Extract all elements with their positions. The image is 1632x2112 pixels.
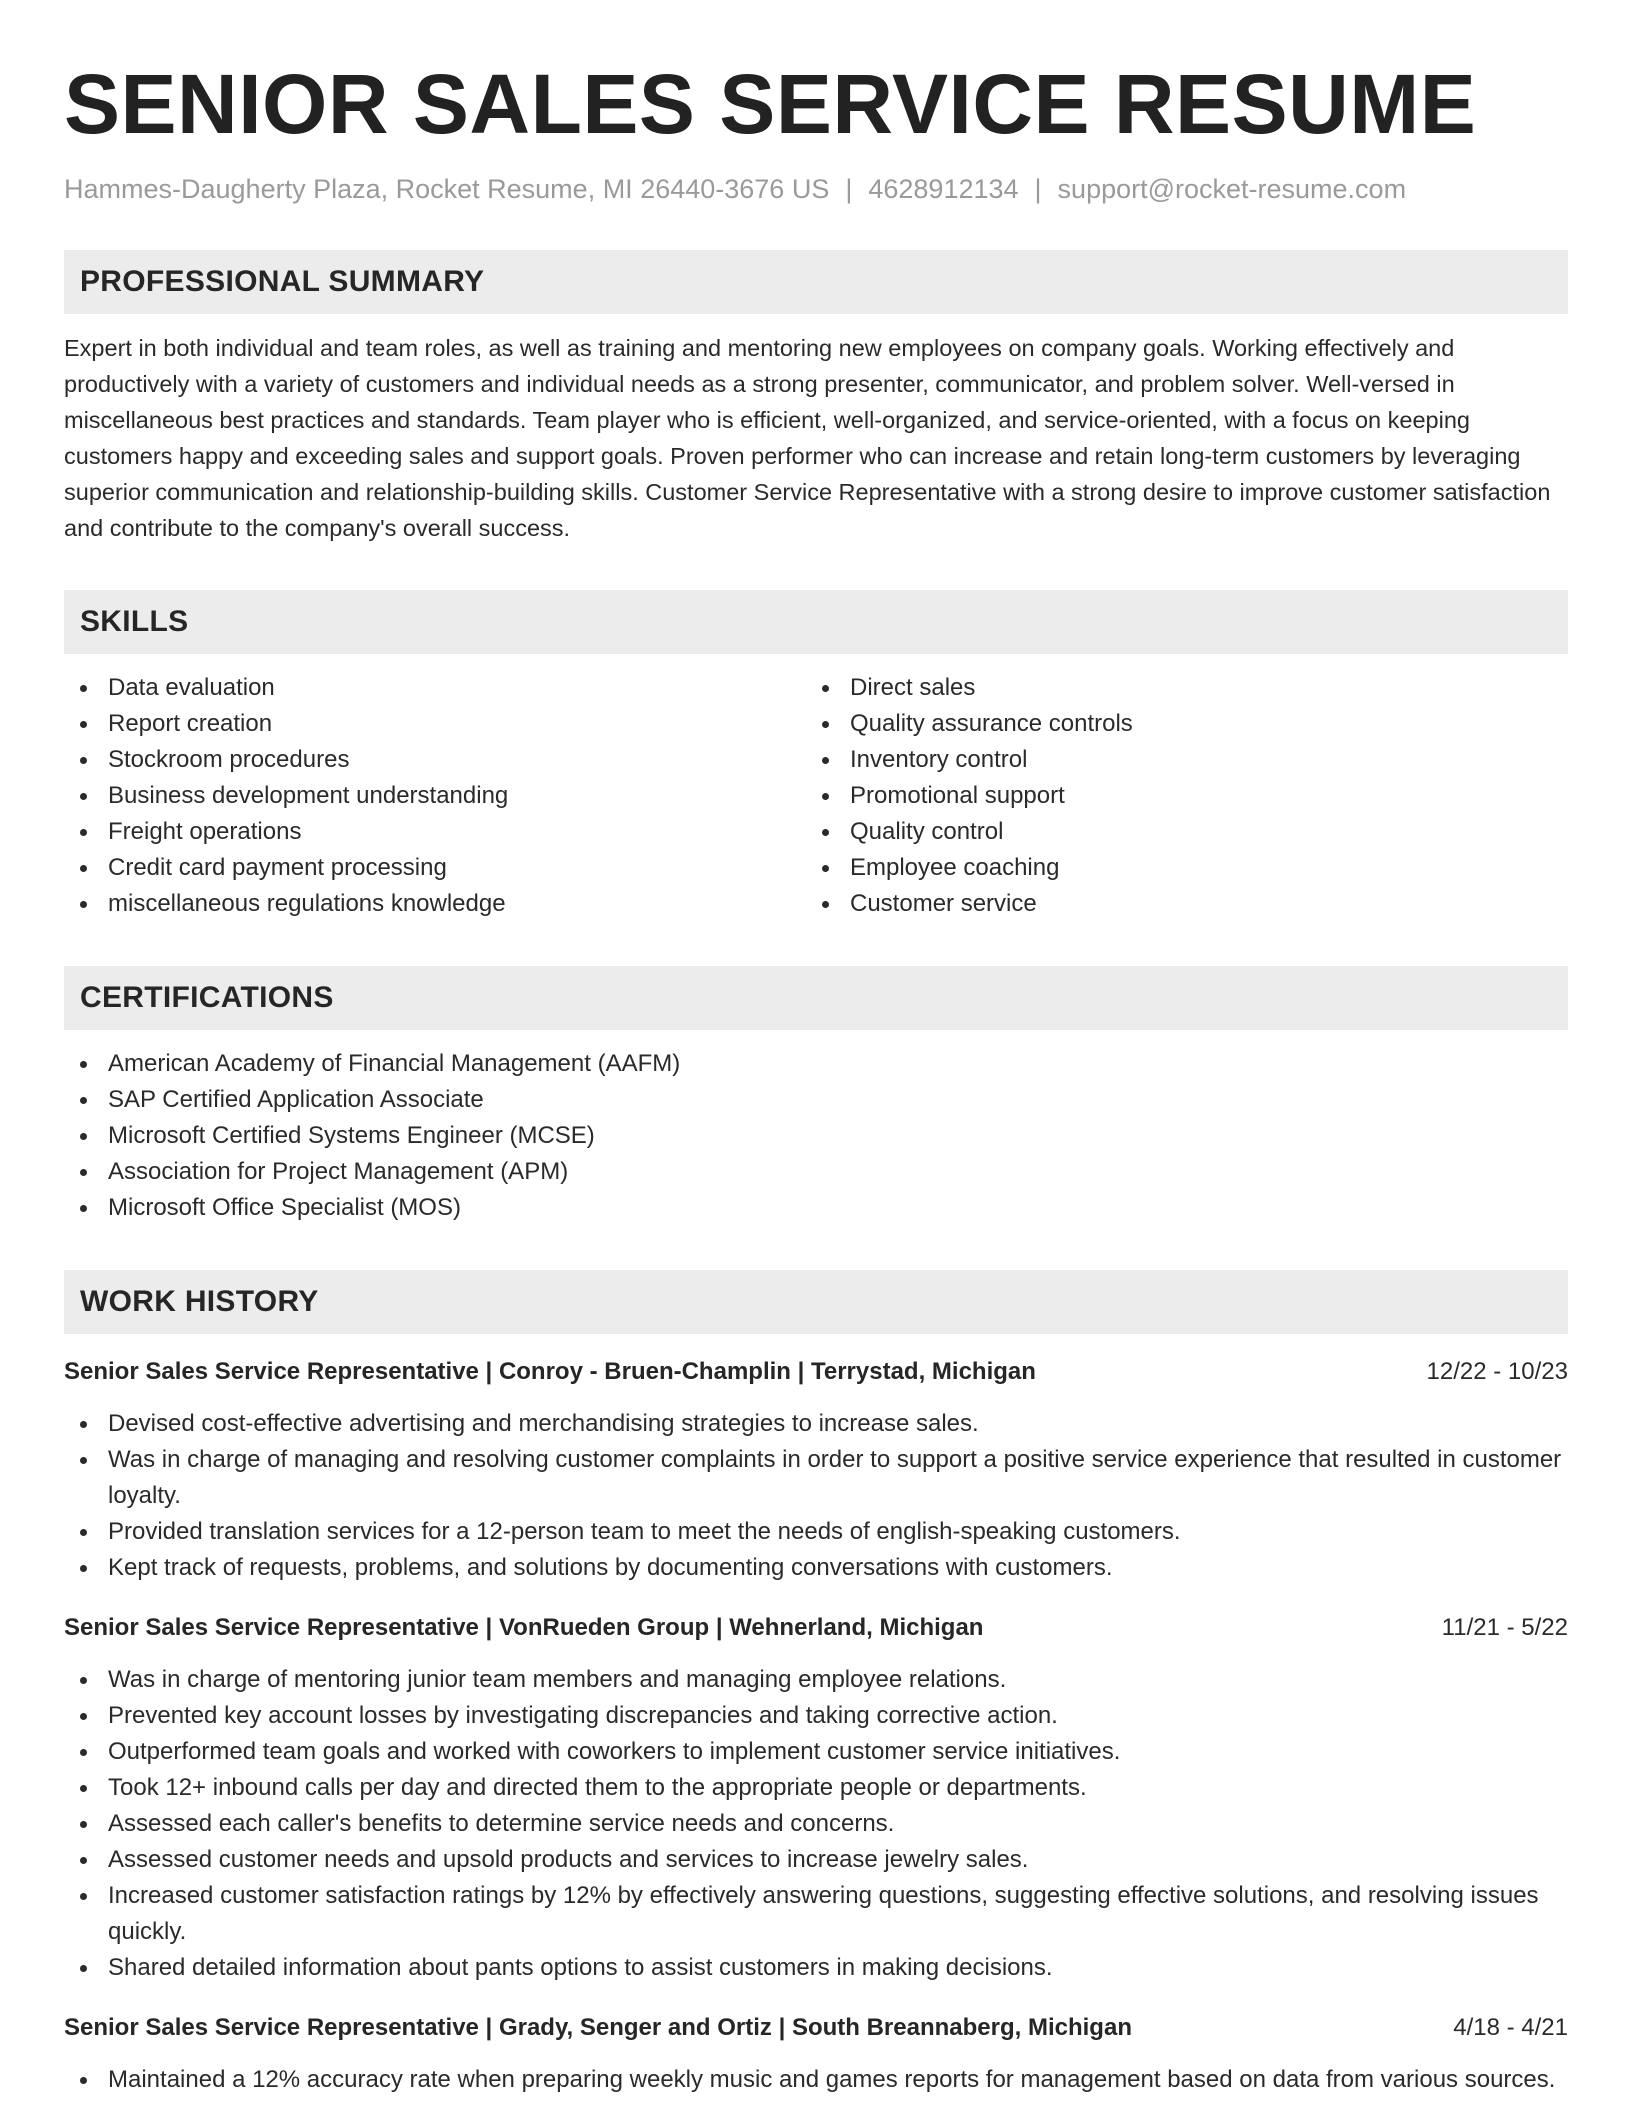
- job-bullet: Kept track of requests, problems, and solutions by documenting conversations with customers.: [64, 1550, 1568, 1586]
- skill-item: Business development understanding: [64, 778, 806, 814]
- skill-item: Freight operations: [64, 814, 806, 850]
- contact-phone: 4628912134: [868, 174, 1019, 204]
- skill-item: Customer service: [806, 886, 1548, 922]
- job-bullets: [64, 1406, 1568, 1586]
- section-heading-skills: SKILLS: [64, 590, 1568, 654]
- contact-separator: |: [845, 174, 853, 204]
- skill-item: Credit card payment processing: [64, 850, 806, 886]
- job-title: Senior Sales Service Representative | VonRueden Group | Wehnerland, Michigan: [64, 1614, 984, 1641]
- job-bullet: Took 12+ inbound calls per day and directed them to the appropriate people or departments.: [64, 1770, 1568, 1806]
- job-dates: 4/18 - 4/21: [1453, 2014, 1568, 2041]
- job-bullets: [64, 1662, 1568, 1986]
- job-bullet: Maintained a 12% accuracy rate when preparing weekly music and games reports for management based on data from various sources.: [64, 2062, 1568, 2098]
- job-bullets: [64, 2062, 1568, 2098]
- skill-item: Data evaluation: [64, 670, 806, 706]
- contact-address: Hammes-Daugherty Plaza, Rocket Resume, MI 26440-3676 US: [64, 174, 830, 204]
- skills-columns: [64, 654, 1568, 922]
- summary-text: Expert in both individual and team roles, as well as training and mentoring new employees on company goals. Working effectively and productively with a variety of customers and individual needs as a strong presenter, communicator, and problem solver. Well-versed in miscellaneous best practices and standards. Team player who is efficient, well-organized, and service-oriented, with a focus on keeping customers happy and exceeding sales and support goals. Proven performer who can increase and retain long-term customers by leveraging superior communication and relationship-building skills. Customer Service Representative with a strong desire to improve customer satisfaction and contribute to the company's overall success.: [64, 335, 1551, 541]
- skill-item: Inventory control: [806, 742, 1548, 778]
- skill-item: Promotional support: [806, 778, 1548, 814]
- job-bullet: Provided translation services for a 12-person team to meet the needs of english-speaking customers.: [64, 1514, 1568, 1550]
- job-bullet: Outperformed team goals and worked with coworkers to implement customer service initiatives.: [64, 1734, 1568, 1770]
- skill-item: Direct sales: [806, 670, 1548, 706]
- job-bullet: Devised cost-effective advertising and merchandising strategies to increase sales.: [64, 1406, 1568, 1442]
- skill-item: Stockroom procedures: [64, 742, 806, 778]
- job-bullet: Assessed customer needs and upsold products and services to increase jewelry sales.: [64, 1842, 1568, 1878]
- skill-item: Quality control: [806, 814, 1548, 850]
- job-entry: [64, 1354, 1568, 1586]
- job-bullet: Was in charge of mentoring junior team members and managing employee relations.: [64, 1662, 1568, 1698]
- job-bullet: Assessed each caller's benefits to determine service needs and concerns.: [64, 1806, 1568, 1842]
- certification-item: American Academy of Financial Management (AAFM): [64, 1046, 1568, 1082]
- job-dates: 11/21 - 5/22: [1441, 1614, 1568, 1641]
- skill-item: Report creation: [64, 706, 806, 742]
- certification-item: SAP Certified Application Associate: [64, 1082, 1568, 1118]
- job-dates: 12/22 - 10/23: [1426, 1358, 1568, 1385]
- skill-item: Quality assurance controls: [806, 706, 1548, 742]
- certification-item: Microsoft Certified Systems Engineer (MCSE): [64, 1118, 1568, 1154]
- job-bullet: Shared detailed information about pants options to assist customers in making decisions.: [64, 1950, 1568, 1986]
- section-heading-work-history: WORK HISTORY: [64, 1270, 1568, 1334]
- job-bullet: Prevented key account losses by investigating discrepancies and taking corrective action.: [64, 1698, 1568, 1734]
- job-entry: [64, 1610, 1568, 1986]
- certifications-list: [64, 1046, 1568, 1226]
- job-title: Senior Sales Service Representative | Grady, Senger and Ortiz | South Breannaberg, Michigan: [64, 2014, 1132, 2041]
- contact-line: [64, 172, 1568, 206]
- job-entry: [64, 2010, 1568, 2098]
- job-header: [64, 2010, 1568, 2046]
- job-title: Senior Sales Service Representative | Conroy - Bruen-Champlin | Terrystad, Michigan: [64, 1358, 1036, 1385]
- job-header: [64, 1354, 1568, 1390]
- job-header: [64, 1610, 1568, 1646]
- job-bullet: Was in charge of managing and resolving customer complaints in order to support a positive service experience that resulted in customer loyalty.: [64, 1442, 1568, 1514]
- contact-separator: |: [1034, 174, 1042, 204]
- skills-list-left: [64, 670, 806, 922]
- skills-list-right: [806, 670, 1548, 922]
- job-bullet: Increased customer satisfaction ratings by 12% by effectively answering questions, suggesting effective solutions, and resolving issues quickly.: [64, 1878, 1568, 1950]
- section-heading-summary: PROFESSIONAL SUMMARY: [64, 250, 1568, 314]
- skill-item: Employee coaching: [806, 850, 1548, 886]
- resume-title: SENIOR SALES SERVICE RESUME: [64, 57, 1477, 151]
- section-heading-certifications: CERTIFICATIONS: [64, 966, 1568, 1030]
- skill-item: miscellaneous regulations knowledge: [64, 886, 806, 922]
- certification-item: Microsoft Office Specialist (MOS): [64, 1190, 1568, 1226]
- contact-email: support@rocket-resume.com: [1057, 174, 1407, 204]
- certification-item: Association for Project Management (APM): [64, 1154, 1568, 1190]
